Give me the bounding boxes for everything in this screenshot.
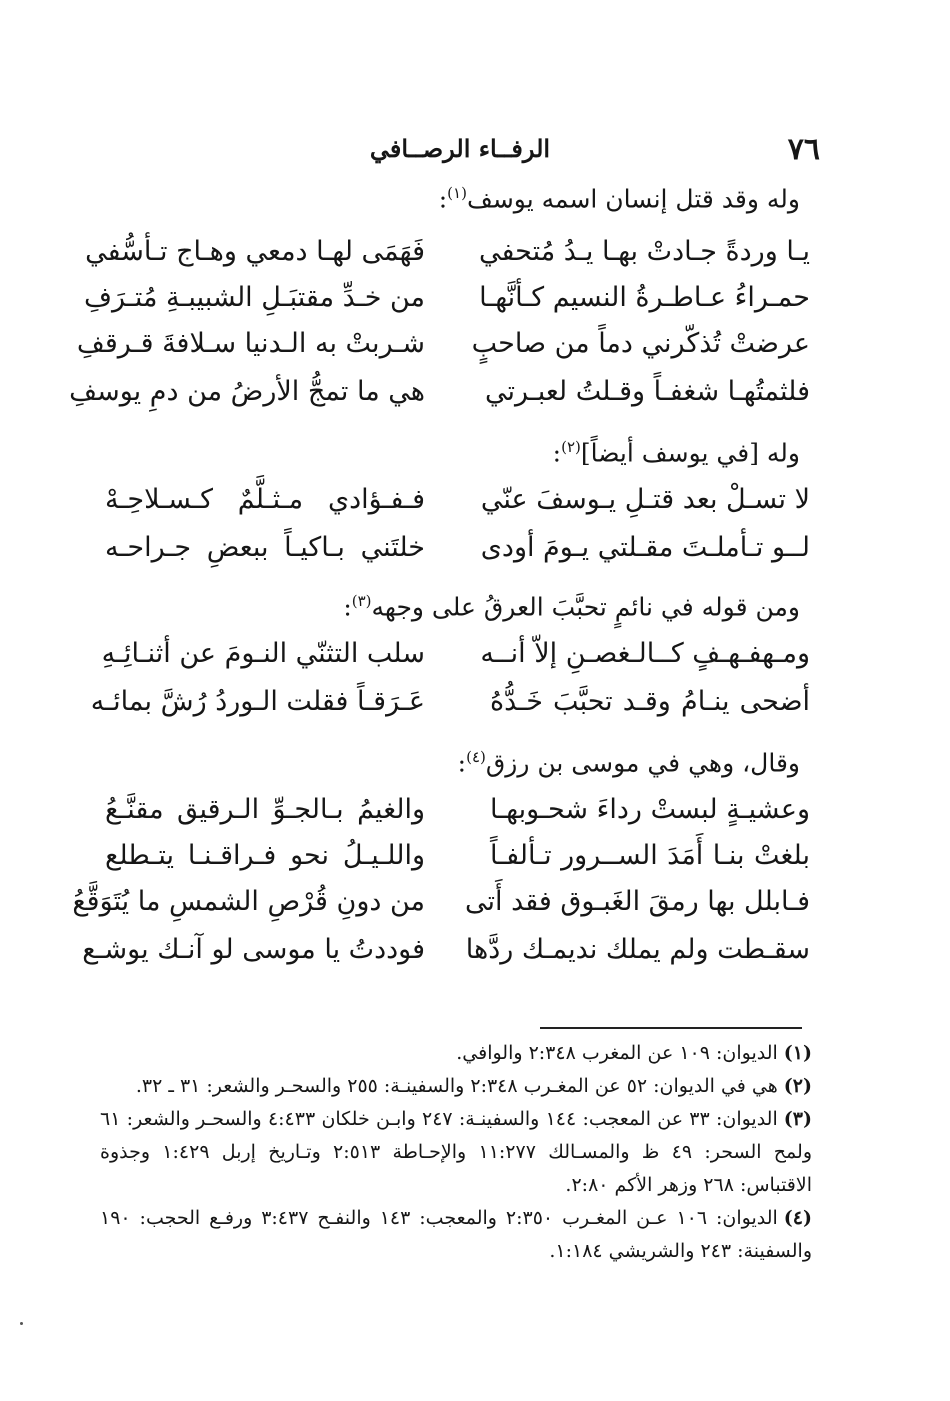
second-hemistich: خلتَني بـاكيـاً ببعضِ جـراحـه bbox=[105, 532, 425, 563]
footnote-ref: (١) bbox=[447, 184, 467, 202]
verse bbox=[100, 638, 820, 688]
footnote bbox=[100, 1103, 812, 1202]
intro-text: ومن قوله في نائمٍ تحبَّبَ العرقُ على وجهه bbox=[371, 592, 800, 622]
second-hemistich: فـفـؤادي مـثـلَّمٌ كـسـلاحِـهْ bbox=[105, 484, 425, 515]
intro-tail: : bbox=[457, 748, 467, 778]
page-header bbox=[100, 132, 820, 172]
running-title: الرفــاء الرصــافي bbox=[369, 134, 551, 163]
first-hemistich: أضحى ينـامُ وقـد تحبَّبَ خَـدُّهُ bbox=[490, 686, 810, 717]
first-hemistich: عرضتْ تُذكّرني دماً من صاحبٍ bbox=[471, 328, 810, 359]
footnote-number: (١) bbox=[783, 1042, 812, 1064]
verse bbox=[100, 840, 820, 890]
footnote-separator bbox=[540, 1027, 802, 1029]
second-hemistich: فَهَمَى لهـا دمعي وهـاج تـأسُّفي bbox=[85, 236, 425, 267]
second-hemistich: فوددتُ يا موسى لو آنـك يوشـع bbox=[82, 934, 425, 965]
verse bbox=[100, 484, 820, 534]
second-hemistich: واللـيـلُ نحو فـراقـنـا يتـطلع bbox=[105, 840, 425, 871]
first-hemistich: فـابلل بها رمقَ الغَبـوق فقد أَتى bbox=[464, 886, 810, 917]
first-hemistich: وعشيـةٍ لبستْ رداءَ شحـوبهـا bbox=[490, 794, 810, 825]
section-intro bbox=[160, 438, 800, 467]
intro-tail: : bbox=[438, 184, 448, 214]
intro-text: وله وقد قتل إنسان اسمه يوسف bbox=[466, 184, 800, 214]
footnote-ref: (٢) bbox=[561, 438, 581, 456]
verse bbox=[72, 886, 820, 936]
footnote-text: الديوان: ١٠٦ عـن المغـرب ٢:٣٥٠ والمعجب: ١٤٣ والنفـح ٣:٤٣٧ ورفـع الحجب: ١٩٠ والسفينة: ٢٤٣ والشريشي ١:١٨٤. bbox=[100, 1207, 812, 1262]
first-hemistich: ومـهفـهـفٍ كــالـغصـنِ إلاّ أنــه bbox=[480, 638, 810, 669]
verse bbox=[76, 328, 820, 378]
section-intro bbox=[160, 184, 800, 213]
verse bbox=[84, 282, 820, 332]
first-hemistich: سقـطت ولم يملك نديمـك ردَّها bbox=[465, 934, 810, 965]
intro-tail: : bbox=[343, 592, 352, 622]
verse bbox=[82, 934, 820, 984]
footnote bbox=[100, 1037, 812, 1070]
scan-speck bbox=[20, 1322, 23, 1325]
first-hemistich: حمـراءُ عـاطـرةُ النسيم كـأنَّهـا bbox=[479, 282, 810, 313]
footnote bbox=[100, 1202, 812, 1268]
first-hemistich: لا تسـلْ بعد قتـلِ يـوسفَ عنّي bbox=[480, 484, 810, 515]
verse bbox=[100, 794, 820, 844]
verse bbox=[85, 236, 820, 286]
first-hemistich: لــو تـأملـتَ مقـلتي يـومَ أودى bbox=[480, 532, 810, 563]
verse bbox=[100, 532, 820, 582]
intro-text: وقال، وهي في موسى بن رزق bbox=[485, 748, 800, 778]
first-hemistich: فلثمتُهـا شغفـاً وقـلتُ لعبـرتي bbox=[484, 376, 810, 407]
second-hemistich: والغيمُ بـالجـوِّ الـرقيق مقنَّـعُ bbox=[105, 794, 425, 825]
second-hemistich: شـربتْ به الـدنيا سـلافةَ قـرقفِ bbox=[76, 328, 425, 359]
verse bbox=[69, 376, 820, 426]
section-intro bbox=[160, 748, 800, 777]
first-hemistich: بلغتْ بنـا أَمَدَ الســرور تـألفـاً bbox=[490, 840, 810, 871]
footnote-number: (٢) bbox=[783, 1075, 812, 1097]
footnote-number: (٣) bbox=[783, 1108, 812, 1130]
footnote-number: (٤) bbox=[783, 1207, 813, 1229]
second-hemistich: هي ما تمجُّ الأرضُ من دمِ يوسفِ bbox=[69, 376, 425, 407]
footnote-text: الديوان: ٣٣ عن المعجب: ١٤٤ والسفينـة: ٢٤٧ وابـن خلكان ٤:٤٣٣ والسحـر والشعر: ٦١ ولمح السحر: ٤٩ ظ والمسـالك ١١:٢٧٧ والإحـاطة ٢:٥١٣ وتـاريخ إربل ١:٤٢٩ وجذوة الاقتباس: ٢٦٨ وزهر الأكم ٢:٨٠. bbox=[100, 1108, 812, 1196]
second-hemistich: من خـدِّ مقتبَـلِ الشبيبـةِ مُتـرَفِ bbox=[84, 282, 425, 313]
second-hemistich: سلب التثنّي النـومَ عن أثنـائِـهِ bbox=[101, 638, 425, 669]
verse bbox=[90, 686, 820, 736]
footnote-ref: (٤) bbox=[466, 748, 486, 766]
page-number: ٧٦ bbox=[787, 132, 820, 167]
footnote-text: هي في الديوان: ٥٢ عن المغـرب ٢:٣٤٨ والسفينـة: ٢٥٥ والسحـر والشعر: ٣١ ـ ٣٢. bbox=[135, 1075, 778, 1097]
footnote-ref: (٣) bbox=[351, 592, 372, 610]
footnote bbox=[100, 1070, 812, 1103]
footnotes bbox=[100, 1037, 812, 1268]
first-hemistich: يـا وردةً جـادتْ بهـا يـدُ مُتحفي bbox=[479, 236, 810, 267]
footnote-text: الديوان: ١٠٩ عن المغرب ٢:٣٤٨ والوافي. bbox=[456, 1042, 778, 1064]
intro-tail: : bbox=[552, 438, 562, 468]
section-intro bbox=[160, 592, 800, 621]
intro-text: وله [في يوسف أيضاً] bbox=[580, 438, 800, 468]
second-hemistich: عَـرَقـاً فقلت الـوردُ رُشَّ بمائـه bbox=[90, 686, 425, 717]
second-hemistich: من دونِ قُرْصِ الشمسِ ما يُتَوَقَّعُ bbox=[72, 886, 425, 917]
